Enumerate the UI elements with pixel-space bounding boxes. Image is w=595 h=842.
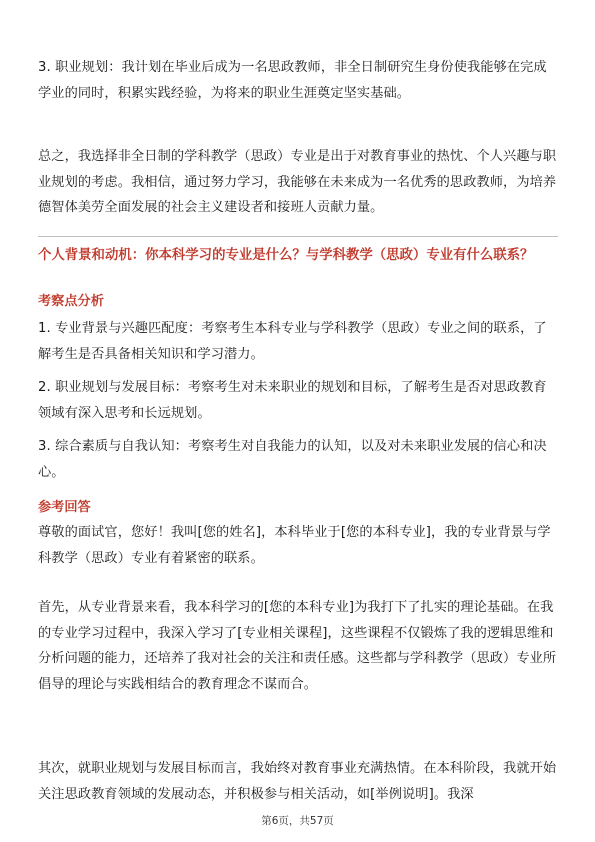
answer-paragraph: 其次，就职业规划与发展目标而言，我始终对教育事业充满热情。在本科阶段，我就开始关注思政教育领域的发展动态，并积极参与相关活动，如[举例说明]。我深 — [38, 761, 557, 802]
section-divider — [38, 236, 558, 237]
question-title: 个人背景和动机：你本科学习的专业是什么？与学科教学（思政）专业有什么联系？ — [38, 248, 534, 263]
page-number: 第6页，共57页 — [261, 815, 334, 827]
analysis-item: 2. 职业规划与发展目标：考察考生对未来职业的规划和目标，了解考生是否对思政教育领域有深入思考和长远规划。 — [38, 380, 547, 421]
career-plan-paragraph: 3. 职业规划：我计划在毕业后成为一名思政教师，非全日制研究生身份使我能够在完成学业的同时，积累实践经验，为将来的职业生涯奠定坚实基础。 — [38, 60, 547, 101]
answer-heading: 参考回答 — [38, 500, 91, 515]
answer-paragraph: 首先，从专业背景来看，我本科学习的[您的本科专业]为我打下了扎实的理论基础。在我的专业学习过程中，我深入学习了[专业相关课程]，这些课程不仅锻炼了我的逻辑思维和分析问题的能力，还培养了我对社会的关注和责任感。这些都与学科教学（思政）专业所倡导的理论与实践相结合的教育理念不谋而合。 — [38, 600, 557, 692]
analysis-item: 1. 专业背景与兴趣匹配度：考察考生本科专业与学科教学（思政）专业之间的联系，了解考生是否具备相关知识和学习潜力。 — [38, 321, 547, 362]
analysis-item: 3. 综合素质与自我认知：考察考生对自我能力的认知，以及对未来职业发展的信心和决心。 — [38, 439, 547, 480]
analysis-heading: 考察点分析 — [38, 294, 104, 309]
answer-paragraph: 尊敬的面试官，您好！我叫[您的姓名]，本科毕业于[您的本科专业]，我的专业背景与学科教学（思政）专业有着紧密的联系。 — [38, 525, 551, 566]
summary-paragraph: 总之，我选择非全日制的学科教学（思政）专业是出于对教育事业的热忱、个人兴趣与职业规划的考虑。我相信，通过努力学习，我能够在未来成为一名优秀的思政教师，为培养德智体美劳全面发展的社会主义建设者和接班人贡献力量。 — [38, 149, 557, 215]
